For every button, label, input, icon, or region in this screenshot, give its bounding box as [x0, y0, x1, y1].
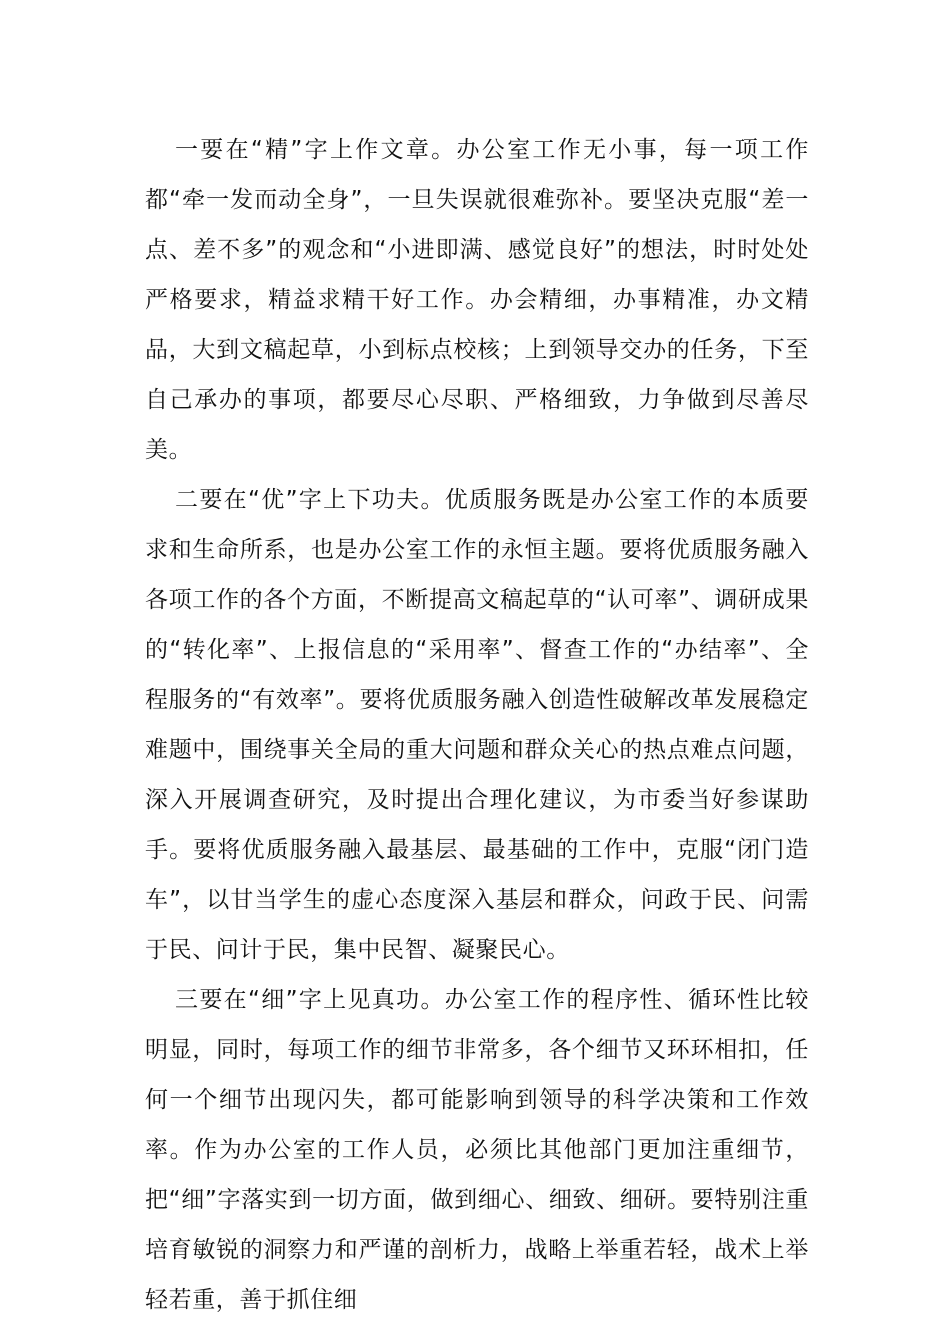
paragraph-jing: 一要在“精”字上作文章。办公室工作无小事，每一项工作都“牵一发而动全身”，一旦失误就很难弥补。要坚决克服“差一点、差不多”的观念和“小进即满、感觉良好”的想法，时时处处严格要求，精益求精干好工作。办会精细，办事精准，办文精品，大到文稿起草，小到标点校核；上到领导交办的任务，下至自己承办的事项，都要尽心尽职、严格细致，力争做到尽善尽美。 — [145, 137, 809, 463]
document-body — [145, 125, 809, 1325]
paragraph-you: 二要在“优”字上下功夫。优质服务既是办公室工作的本质要求和生命所系，也是办公室工作的永恒主题。要将优质服务融入各项工作的各个方面，不断提高文稿起草的“认可率”、调研成果的“转化率”、上报信息的“采用率”、督查工作的“办结率”、全程服务的“有效率”。要将优质服务融入创造性破解改革发展稳定难题中，围绕事关全局的重大问题和群众关心的热点难点问题，深入开展调查研究，及时提出合理化建议，为市委当好参谋助手。要将优质服务融入最基层、最基础的工作中，克服“闭门造车”，以甘当学生的虚心态度深入基层和群众，问政于民、问需于民、问计于民，集中民智、凝聚民心。 — [145, 487, 809, 963]
paragraph-xi: 三要在“细”字上见真功。办公室工作的程序性、循环性比较明显，同时，每项工作的细节非常多，各个细节又环环相扣，任何一个细节出现闪失，都可能影响到领导的科学决策和工作效率。作为办公室的工作人员，必须比其他部门更加注重细节，把“细”字落实到一切方面，做到细心、细致、细研。要特别注重培育敏锐的洞察力和严谨的剖析力，战略上举重若轻，战术上举轻若重，善于抓住细 — [145, 987, 809, 1313]
